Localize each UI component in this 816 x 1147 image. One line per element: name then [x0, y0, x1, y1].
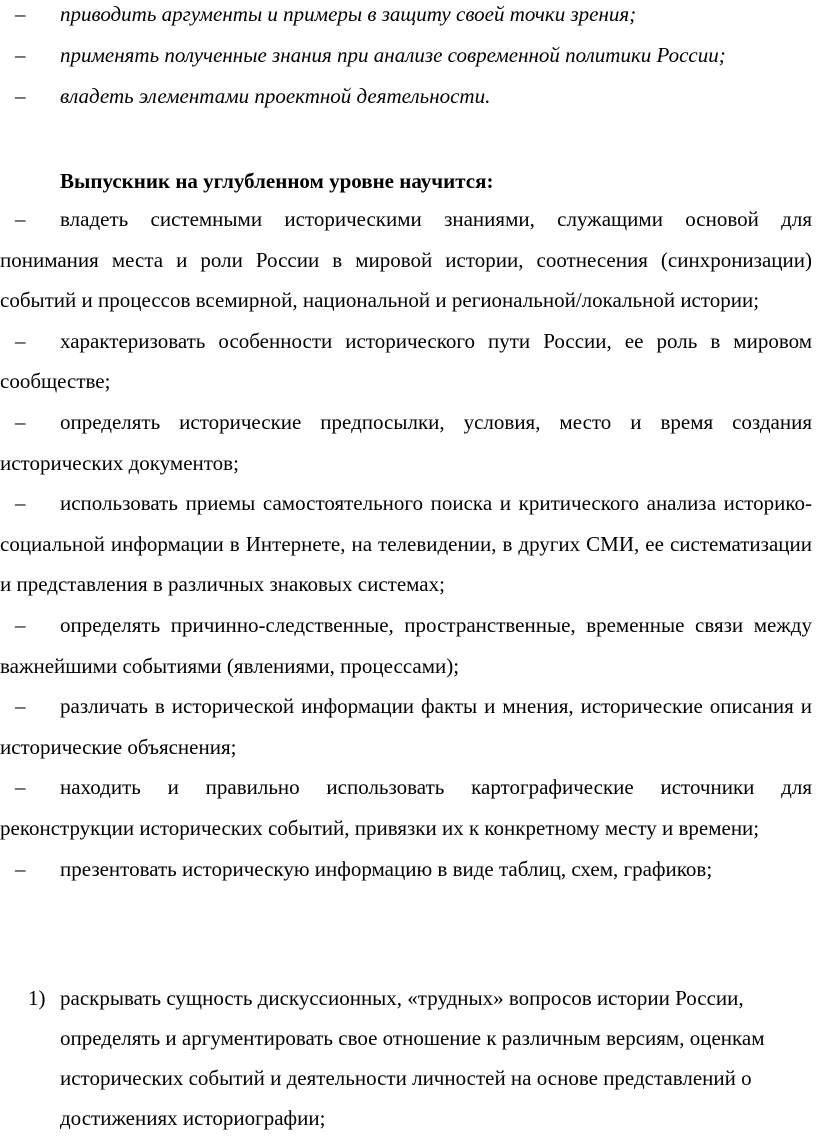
- list-item: [0, 849, 812, 890]
- intro-item-text: применять полученные знания при анализе современной политики России;: [60, 43, 726, 67]
- list-item-text: определять причинно-следственные, пространственные, временные связи между важнейшими событиями (явлениями, процессами);: [0, 612, 812, 678]
- list-item-text: характеризовать особенности исторического пути России, ее роль в мировом сообществе;: [0, 328, 812, 394]
- list-item-text: презентовать историческую информацию в виде таблиц, схем, графиков;: [60, 856, 713, 881]
- dash-marker: –: [15, 491, 26, 516]
- intro-item-text: приводить аргументы и примеры в защиту своей точки зрения;: [60, 2, 637, 26]
- dash-marker: –: [15, 207, 26, 231]
- list-item: [0, 321, 812, 402]
- dash-marker: –: [15, 43, 26, 67]
- item-number: 1): [28, 986, 46, 1010]
- list-item-text: различать в исторической информации факты и мнения, исторические описания и исторические объяснения;: [0, 694, 812, 759]
- list-item: [0, 686, 812, 767]
- intro-item: [0, 76, 816, 117]
- skills-list: [0, 199, 816, 889]
- intro-item: [0, 0, 816, 35]
- list-item: [0, 483, 812, 605]
- dash-marker: –: [15, 694, 26, 719]
- dash-marker: –: [15, 328, 26, 353]
- intro-item-text: владеть элементами проектной деятельности.: [60, 84, 491, 108]
- dash-marker: –: [15, 775, 26, 800]
- dash-marker: –: [15, 409, 26, 434]
- dash-marker: –: [15, 612, 26, 637]
- dash-marker: –: [15, 2, 26, 26]
- intro-item: [0, 35, 816, 76]
- numbered-item-text: раскрывать сущность дискуссионных, «трудных» вопросов истории России, определять и аргументировать свое отношение к различным версиям, оценкам исторических событий и деятельности личностей на основе представлений о достижениях историографии;: [60, 986, 765, 1130]
- dash-marker: –: [15, 84, 26, 108]
- dash-marker: –: [15, 856, 26, 881]
- list-item-text: использовать приемы самостоятельного поиска и критического анализа историко-социальной информации в Интернете, на телевидении, в других СМИ, ее систематизации и представления в различных знаковых системах;: [0, 491, 812, 597]
- list-item: [0, 199, 812, 321]
- list-item: [0, 767, 812, 848]
- list-item-text: владеть системными историческими знаниями, служащими основой для понимания места и роли России в мировой истории, соотнесения (синхронизации) событий и процессов всемирной, национальной и региональной/локальной истории;: [0, 207, 812, 313]
- list-item: [0, 605, 812, 686]
- list-item-text: находить и правильно использовать картографические источники для реконструкции исторических событий, привязки их к конкретному месту и времени;: [0, 775, 812, 840]
- list-item-text: определять исторические предпосылки, условия, место и время создания исторических документов;: [0, 409, 812, 475]
- list-item: [0, 402, 812, 483]
- section-heading: Выпускник на углубленном уровне научится:: [60, 169, 494, 193]
